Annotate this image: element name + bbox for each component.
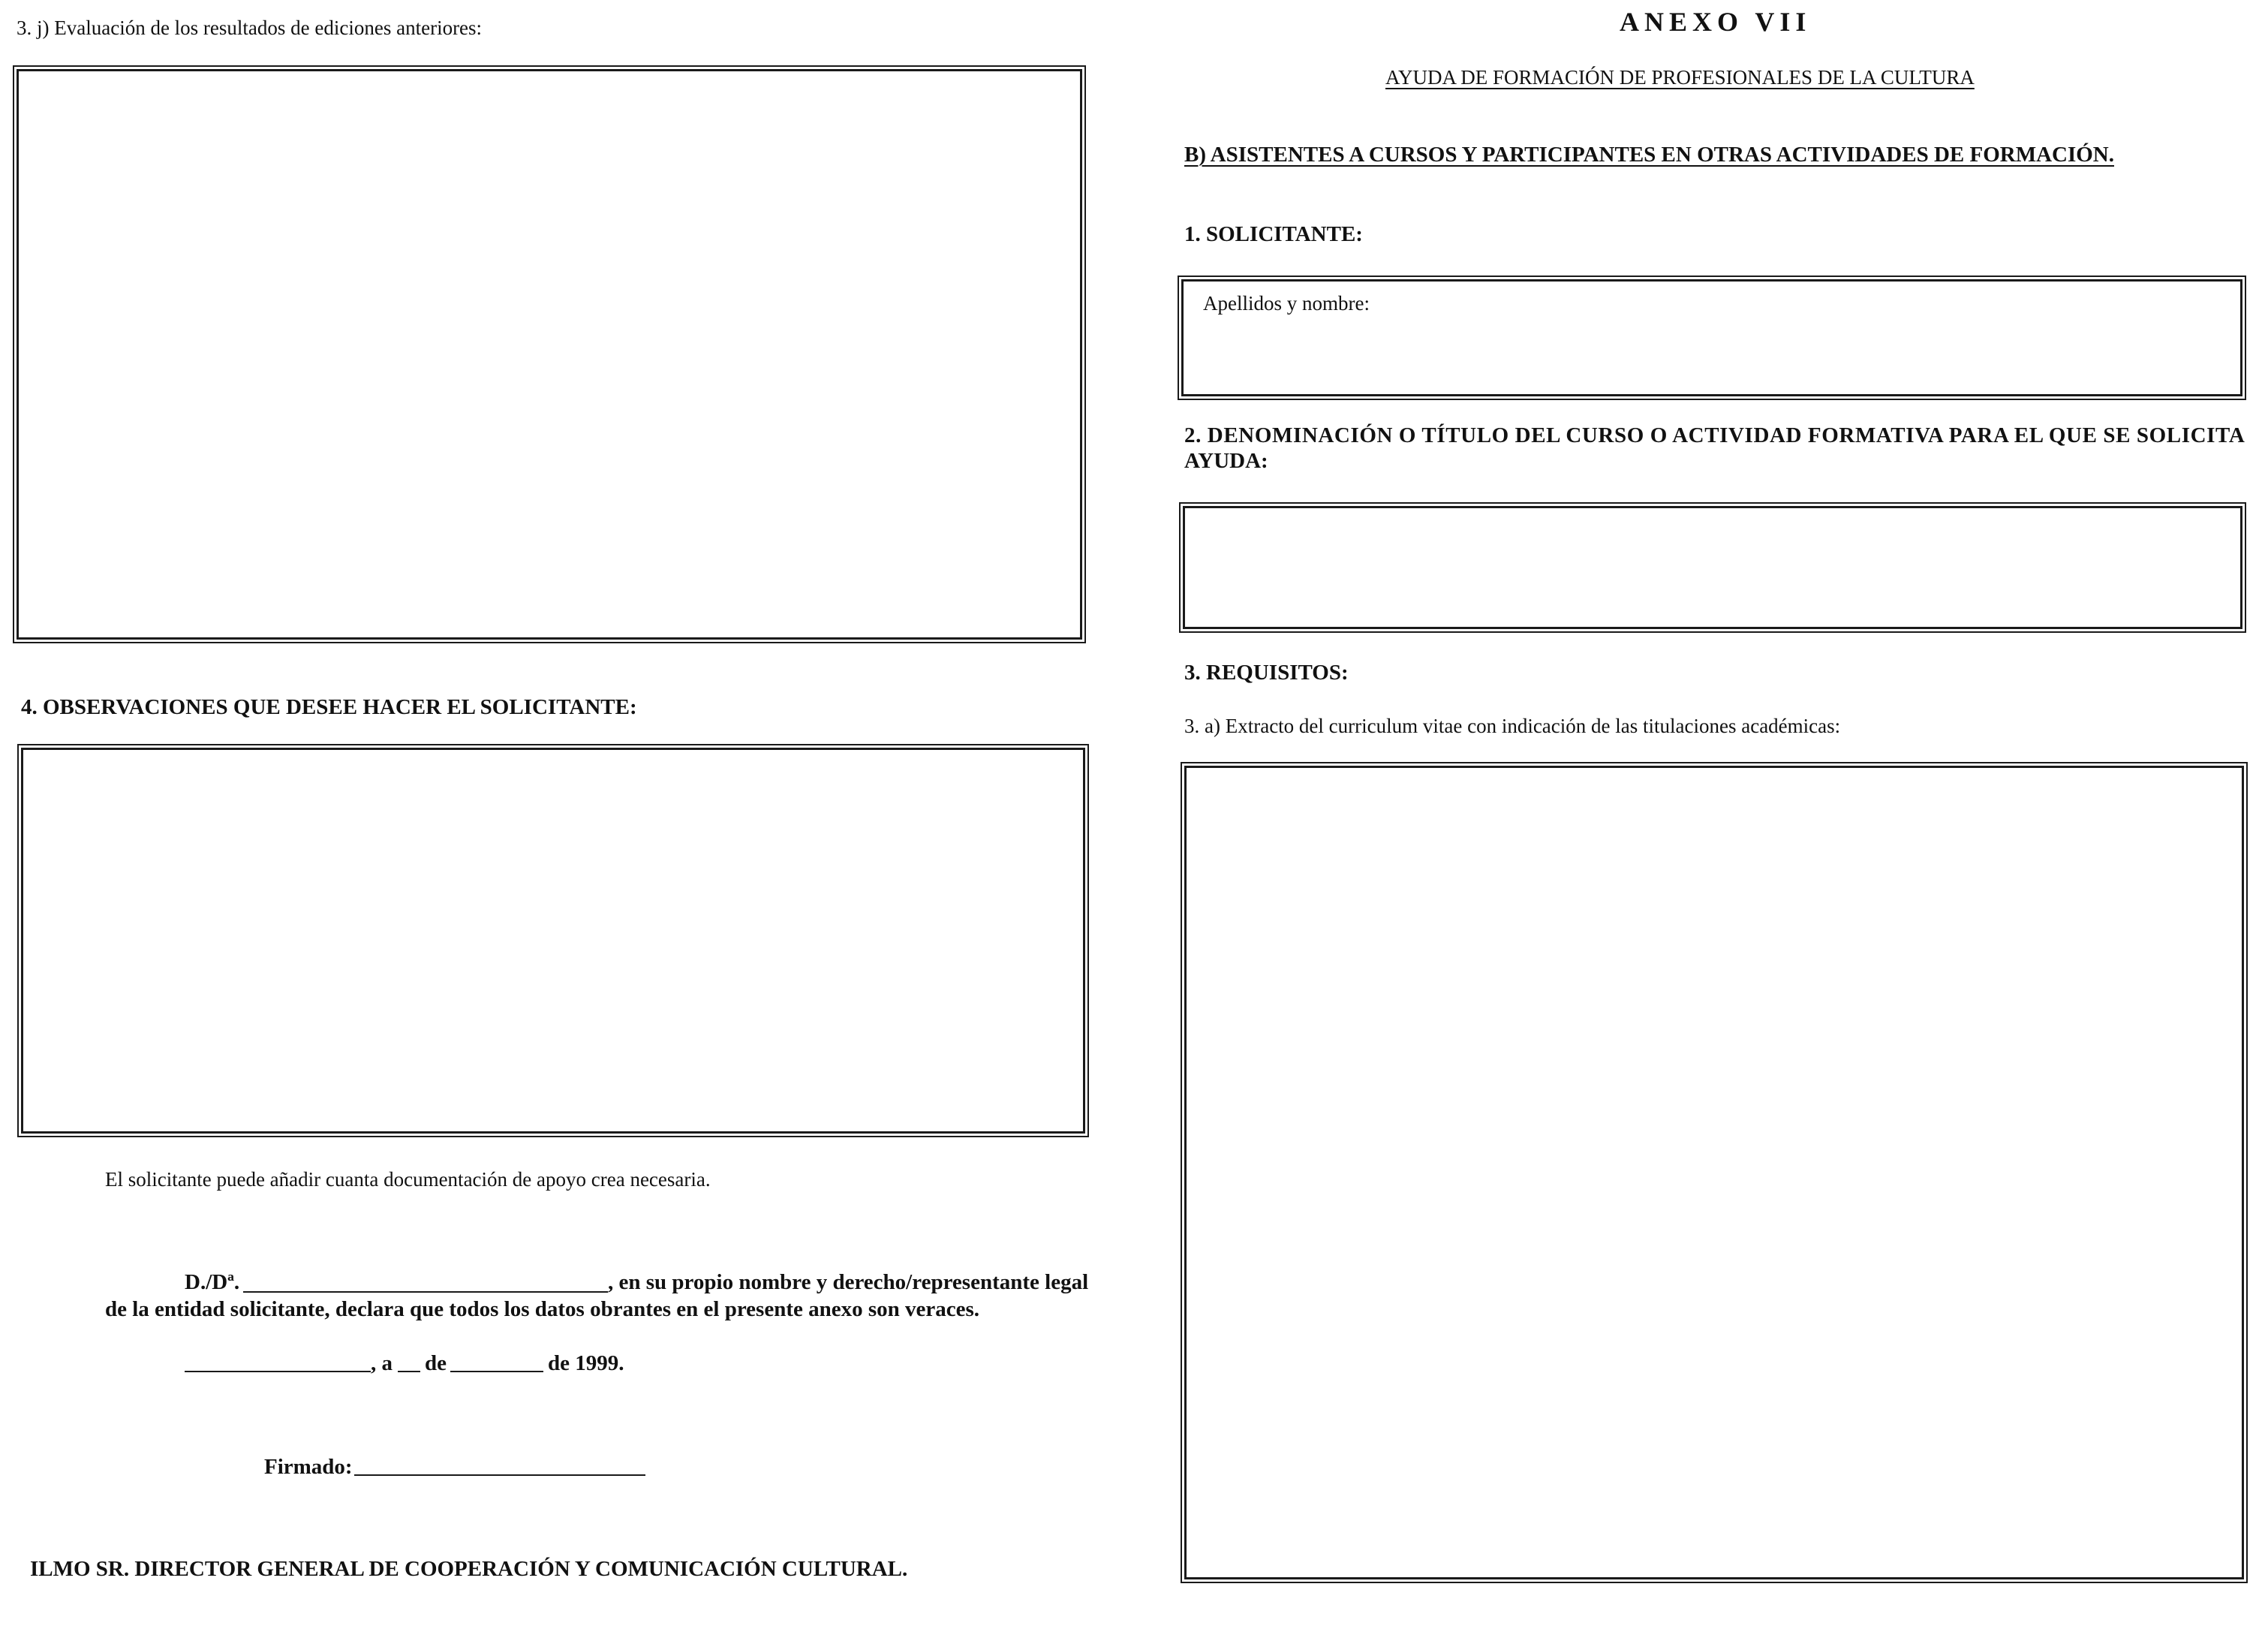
supporting-docs-note: El solicitante puede añadir cuanta documentación de apoyo crea necesaria. (105, 1168, 711, 1191)
date-month-line[interactable] (450, 1371, 543, 1372)
section-3a-heading: 3. a) Extracto del curriculum vitae con indicación de las titulaciones académicas: (1184, 715, 1841, 737)
date-day-line[interactable] (398, 1371, 420, 1372)
date-place-line[interactable] (185, 1371, 371, 1372)
declaration-suffix: , en su propio nombre y derecho/representante legal (608, 1270, 1089, 1294)
cv-extract-box[interactable] (1184, 766, 2244, 1579)
section-3-heading: 3. REQUISITOS: (1184, 661, 1349, 685)
section-2-heading-line1: 2. DENOMINACIÓN O TÍTULO DEL CURSO O ACTIVIDAD FORMATIVA PARA EL QUE SE SOLICITA (1184, 423, 2245, 447)
date-a-label: , a (371, 1351, 393, 1375)
declaration-prefix: D./Dª. (185, 1270, 240, 1294)
evaluation-results-box[interactable] (17, 69, 1082, 640)
section-4-heading: 4. OBSERVACIONES QUE DESEE HACER EL SOLICITANTE: (21, 695, 637, 719)
section-3j-heading: 3. j) Evaluación de los resultados de ediciones anteriores: (17, 17, 483, 39)
anexo-title: ANEXO VII (1620, 7, 1812, 37)
course-title-box[interactable] (1183, 506, 2242, 629)
observations-box[interactable] (21, 748, 1085, 1134)
declaration-line-2: de la entidad solicitante, declara que todos los datos obrantes en el presente anexo son veraces. (105, 1297, 980, 1321)
date-year-label: de 1999. (548, 1351, 624, 1375)
applicant-name-label: Apellidos y nombre: (1203, 292, 1370, 315)
declarant-name-line[interactable] (243, 1291, 608, 1293)
anexo-subtitle: AYUDA DE FORMACIÓN DE PROFESIONALES DE LA CULTURA (1385, 66, 1975, 89)
signature-line[interactable] (354, 1474, 645, 1476)
section-2-heading-line2: AYUDA: (1184, 449, 1268, 473)
signature-label: Firmado: (264, 1455, 353, 1479)
section-1-heading: 1. SOLICITANTE: (1184, 222, 1363, 246)
addressee: ILMO SR. DIRECTOR GENERAL DE COOPERACIÓN Y COMUNICACIÓN CULTURAL. (30, 1557, 908, 1581)
date-de-label: de (425, 1351, 447, 1375)
section-b-heading: B) ASISTENTES A CURSOS Y PARTICIPANTES EN OTRAS ACTIVIDADES DE FORMACIÓN. (1184, 143, 2114, 167)
applicant-name-box[interactable] (1181, 279, 2242, 396)
